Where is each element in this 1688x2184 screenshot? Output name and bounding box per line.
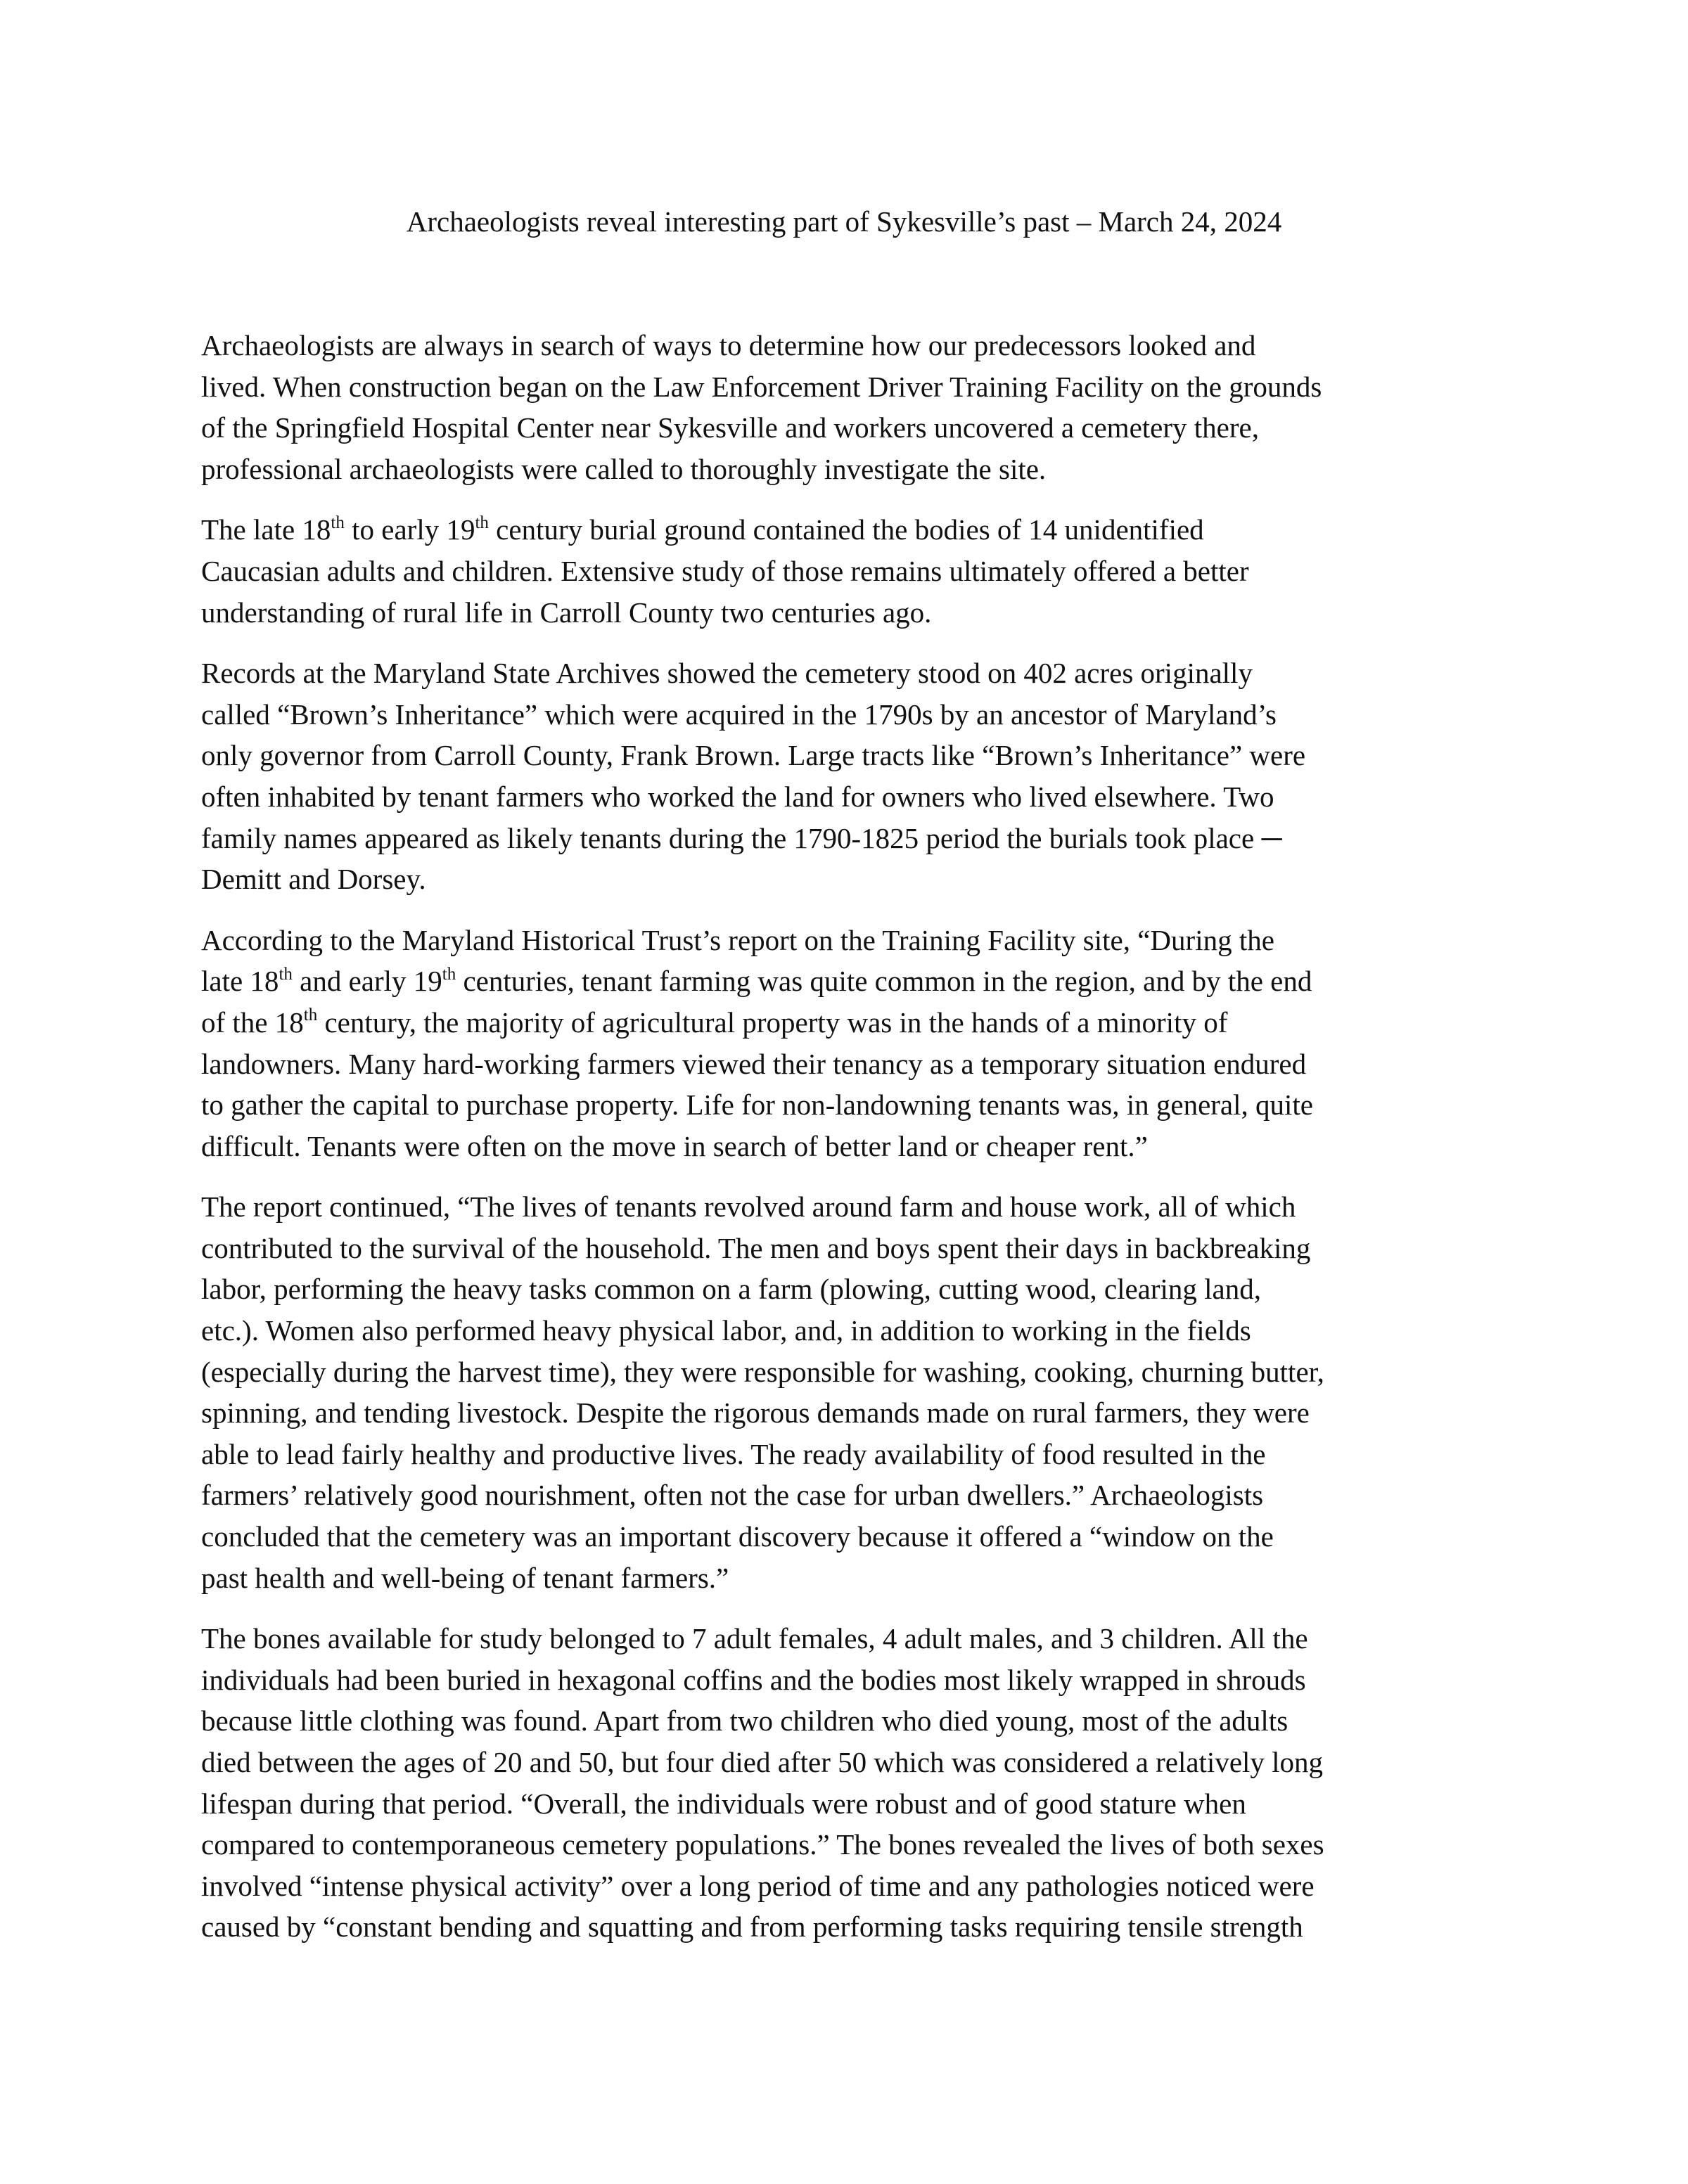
text-line: Demitt and Dorsey. bbox=[201, 863, 426, 896]
text-line: of the Springfield Hospital Center near Sykesville and workers uncovered a cemetery there, bbox=[201, 411, 1259, 444]
text-line: called “Brown’s Inheritance” which were acquired in the 1790s by an ancestor of Maryland’s bbox=[201, 698, 1277, 731]
text-line: family names appeared as likely tenants during the 1790-1825 period the burials took place ─ bbox=[201, 821, 1282, 854]
text-line: difficult. Tenants were often on the move in search of better land or cheaper rent.” bbox=[201, 1129, 1148, 1162]
text-line: lived. When construction began on the Law Enforcement Driver Training Facility on the grounds bbox=[201, 370, 1322, 403]
text-line: The report continued, “The lives of tenants revolved around farm and house work, all of which bbox=[201, 1190, 1296, 1223]
text-line: Archaeologists are always in search of ways to determine how our predecessors looked and bbox=[201, 329, 1256, 361]
text-line: compared to contemporaneous cemetery populations.” The bones revealed the lives of both sexes bbox=[201, 1828, 1324, 1861]
text-line: concluded that the cemetery was an important discovery because it offered a “window on the bbox=[201, 1520, 1274, 1553]
text-line: caused by “constant bending and squatting and from performing tasks requiring tensile strength bbox=[201, 1910, 1303, 1944]
text-line: because little clothing was found. Apart from two children who died young, most of the adults bbox=[201, 1704, 1289, 1737]
paragraph-burial-ground bbox=[201, 509, 1509, 633]
text-line: able to lead fairly healthy and productive lives. The ready availability of food resulted in the bbox=[201, 1437, 1266, 1470]
text-line: The late 18th to early 19th century burial ground contained the bodies of 14 unidentified bbox=[201, 513, 1204, 546]
text-line: died between the ages of 20 and 50, but four died after 50 which was considered a relatively long bbox=[201, 1746, 1324, 1778]
text-line: Caucasian adults and children. Extensive study of those remains ultimately offered a better bbox=[201, 554, 1249, 587]
text-line: etc.). Women also performed heavy physical labor, and, in addition to working in the fields bbox=[201, 1314, 1251, 1347]
paragraph-bones bbox=[201, 1618, 1509, 1948]
text-line: Records at the Maryland State Archives showed the cemetery stood on 402 acres originally bbox=[201, 657, 1253, 690]
text-line: often inhabited by tenant farmers who worked the land for owners who lived elsewhere. Two bbox=[201, 780, 1274, 813]
paragraph-intro bbox=[201, 325, 1509, 489]
text-line: contributed to the survival of the household. The men and boys spent their days in backbreaking bbox=[201, 1231, 1311, 1264]
text-line: landowners. Many hard-working farmers viewed their tenancy as a temporary situation endured bbox=[201, 1047, 1307, 1080]
text-line: to gather the capital to purchase property. Life for non-landowning tenants was, in general, quite bbox=[201, 1088, 1314, 1122]
paragraph-report-continued bbox=[201, 1186, 1509, 1598]
text-line: only governor from Carroll County, Frank Brown. Large tracts like “Brown’s Inheritance” were bbox=[201, 739, 1306, 772]
article-title: Archaeologists reveal interesting part of Sykesville’s past – March 24, 2024 bbox=[406, 205, 1282, 238]
text-line: involved “intense physical activity” over a long period of time and any pathologies noticed were bbox=[201, 1869, 1315, 1902]
text-line: of the 18th century, the majority of agricultural property was in the hands of a minority of bbox=[201, 1006, 1228, 1039]
text-line: lifespan during that period. “Overall, the individuals were robust and of good stature when bbox=[201, 1787, 1246, 1820]
text-line: individuals had been buried in hexagonal coffins and the bodies most likely wrapped in shrouds bbox=[201, 1663, 1306, 1696]
text-line: The bones available for study belonged to 7 adult females, 4 adult males, and 3 children. All the bbox=[201, 1622, 1308, 1655]
text-line: late 18th and early 19th centuries, tenant farming was quite common in the region, and by the end bbox=[201, 964, 1312, 998]
text-line: According to the Maryland Historical Trust’s report on the Training Facility site, “During the bbox=[201, 923, 1274, 956]
text-line: past health and well-being of tenant farmers.” bbox=[201, 1561, 729, 1594]
text-line: spinning, and tending livestock. Despite the rigorous demands made on rural farmers, they were bbox=[201, 1396, 1310, 1430]
paragraph-records bbox=[201, 653, 1509, 900]
text-line: farmers’ relatively good nourishment, often not the case for urban dwellers.” Archaeologists bbox=[201, 1479, 1264, 1512]
text-line: labor, performing the heavy tasks common on a farm (plowing, cutting wood, clearing land, bbox=[201, 1273, 1261, 1306]
text-line: professional archaeologists were called to thoroughly investigate the site. bbox=[201, 452, 1047, 485]
article-body bbox=[201, 325, 1509, 1967]
paragraph-historical-trust bbox=[201, 920, 1509, 1167]
text-line: understanding of rural life in Carroll County two centuries ago. bbox=[201, 596, 932, 629]
text-line: (especially during the harvest time), they were responsible for washing, cooking, churning butter, bbox=[201, 1355, 1324, 1388]
